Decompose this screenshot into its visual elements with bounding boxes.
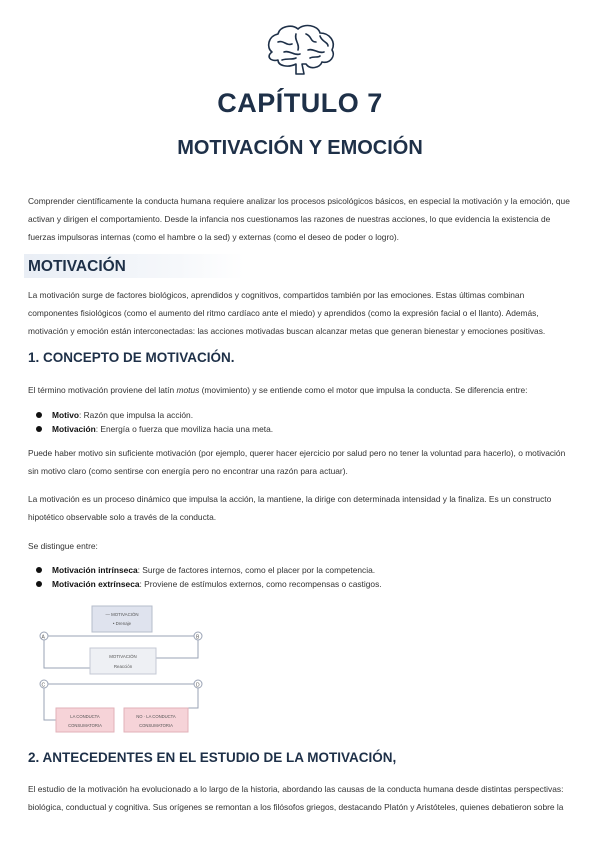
list-item: Motivación: Energía o fuerza que moviliza hacia una meta.	[36, 422, 576, 436]
svg-text:— MOTIVACIÓN: — MOTIVACIÓN	[105, 612, 139, 617]
diagram-box-top	[92, 606, 152, 632]
svg-text:CONSUMATORIA: CONSUMATORIA	[139, 723, 173, 728]
antecedentes-paragraph: El estudio de la motivación ha evolucionado a lo largo de la historia, abordando las causas de la conducta humana desde distintas perspectivas: biológica, conductual y cognitiva. Sus orígenes se remontan a los filósofos griegos, destacando Platón y Aristóteles, quienes debatieron sobre la	[28, 784, 564, 812]
motivation-cycle-diagram	[30, 598, 220, 738]
svg-text:Reacción: Reacción	[113, 664, 133, 669]
diagram-node-c	[40, 680, 48, 689]
motivo-list	[36, 408, 576, 436]
concepto-heading: 1. CONCEPTO DE MOTIVACIÓN.	[28, 350, 235, 365]
list-item: Motivación intrínseca: Surge de factores internos, como el placer por la competencia.	[36, 563, 576, 577]
concepto-paragraph-1: El término motivación proviene del latín motus (movimiento) y se entiende como el motor que impulsa la conducta. Se diferencia entre:	[28, 385, 528, 395]
antecedentes-heading: 2. ANTECEDENTES EN EL ESTUDIO DE LA MOTIVACIÓN,	[28, 750, 397, 765]
diagram-node-a	[40, 632, 48, 641]
svg-text:• Drenaje: • Drenaje	[112, 621, 132, 626]
svg-text:C: C	[41, 682, 46, 689]
svg-text:CONSUMATORIA: CONSUMATORIA	[68, 723, 102, 728]
diagram-node-b	[194, 632, 202, 641]
tipos-motivacion-list	[36, 563, 576, 591]
intro-paragraph: Comprender científicamente la conducta humana requiere analizar los procesos psicológicos básicos, en especial la motivación y la emoción, que activan y dirigen el comportamiento. Desde la infancia nos cuestionamos las razones de nuestras acciones, lo que evidencia la existencia de fuerzas impulsoras internas (como el hambre o la sed) y externas (como el deseo de poder o logro).	[28, 196, 570, 242]
motivacion-heading: MOTIVACIÓN	[28, 258, 126, 275]
svg-text:A: A	[41, 634, 45, 641]
diagram-node-d	[194, 680, 202, 689]
brain-icon	[262, 22, 338, 76]
diagram-box-pink-right	[124, 708, 188, 732]
chapter-subtitle: MOTIVACIÓN Y EMOCIÓN	[177, 137, 423, 159]
svg-text:D: D	[196, 682, 200, 689]
chapter-title: CAPÍTULO 7	[217, 88, 383, 118]
list-item: Motivo: Razón que impulsa la acción.	[36, 408, 576, 422]
motivacion-paragraph: La motivación surge de factores biológicos, aprendidos y cognitivos, compartidos también por las emociones. Estas últimas combinan componentes fisiológicos (como el aumento del ritmo cardíaco ante el miedo) y aprendidos (como la expresión facial o el llanto). Además, motivación y emoción están interconectadas: las acciones motivadas buscan alcanzar metas que generan bienestar y emociones positivas.	[28, 290, 546, 336]
diagram-box-pink-left	[56, 708, 114, 732]
svg-text:MOTIVACIÓN: MOTIVACIÓN	[109, 654, 137, 659]
svg-text:NO · LA CONDUCTA: NO · LA CONDUCTA	[136, 714, 176, 719]
svg-text:LA CONDUCTA: LA CONDUCTA	[70, 714, 100, 719]
concepto-paragraph-2: Puede haber motivo sin suficiente motivación (por ejemplo, querer hacer ejercicio por salud pero no tener la voluntad para hacerlo), o motivación sin motivo claro (como sentirse con energía pero no encontrar una razón para actuar).	[28, 448, 566, 476]
concepto-paragraph-3: La motivación es un proceso dinámico que impulsa la acción, la mantiene, la dirige con determinada intensidad y la finaliza. Es un constructo hipotético observable solo a través de la conducta.	[28, 494, 552, 522]
diagram-box-middle	[90, 648, 156, 674]
concepto-paragraph-4: Se distingue entre:	[28, 541, 98, 551]
svg-text:B: B	[196, 634, 200, 641]
list-item: Motivación extrínseca: Proviene de estímulos externos, como recompensas o castigos.	[36, 577, 576, 591]
